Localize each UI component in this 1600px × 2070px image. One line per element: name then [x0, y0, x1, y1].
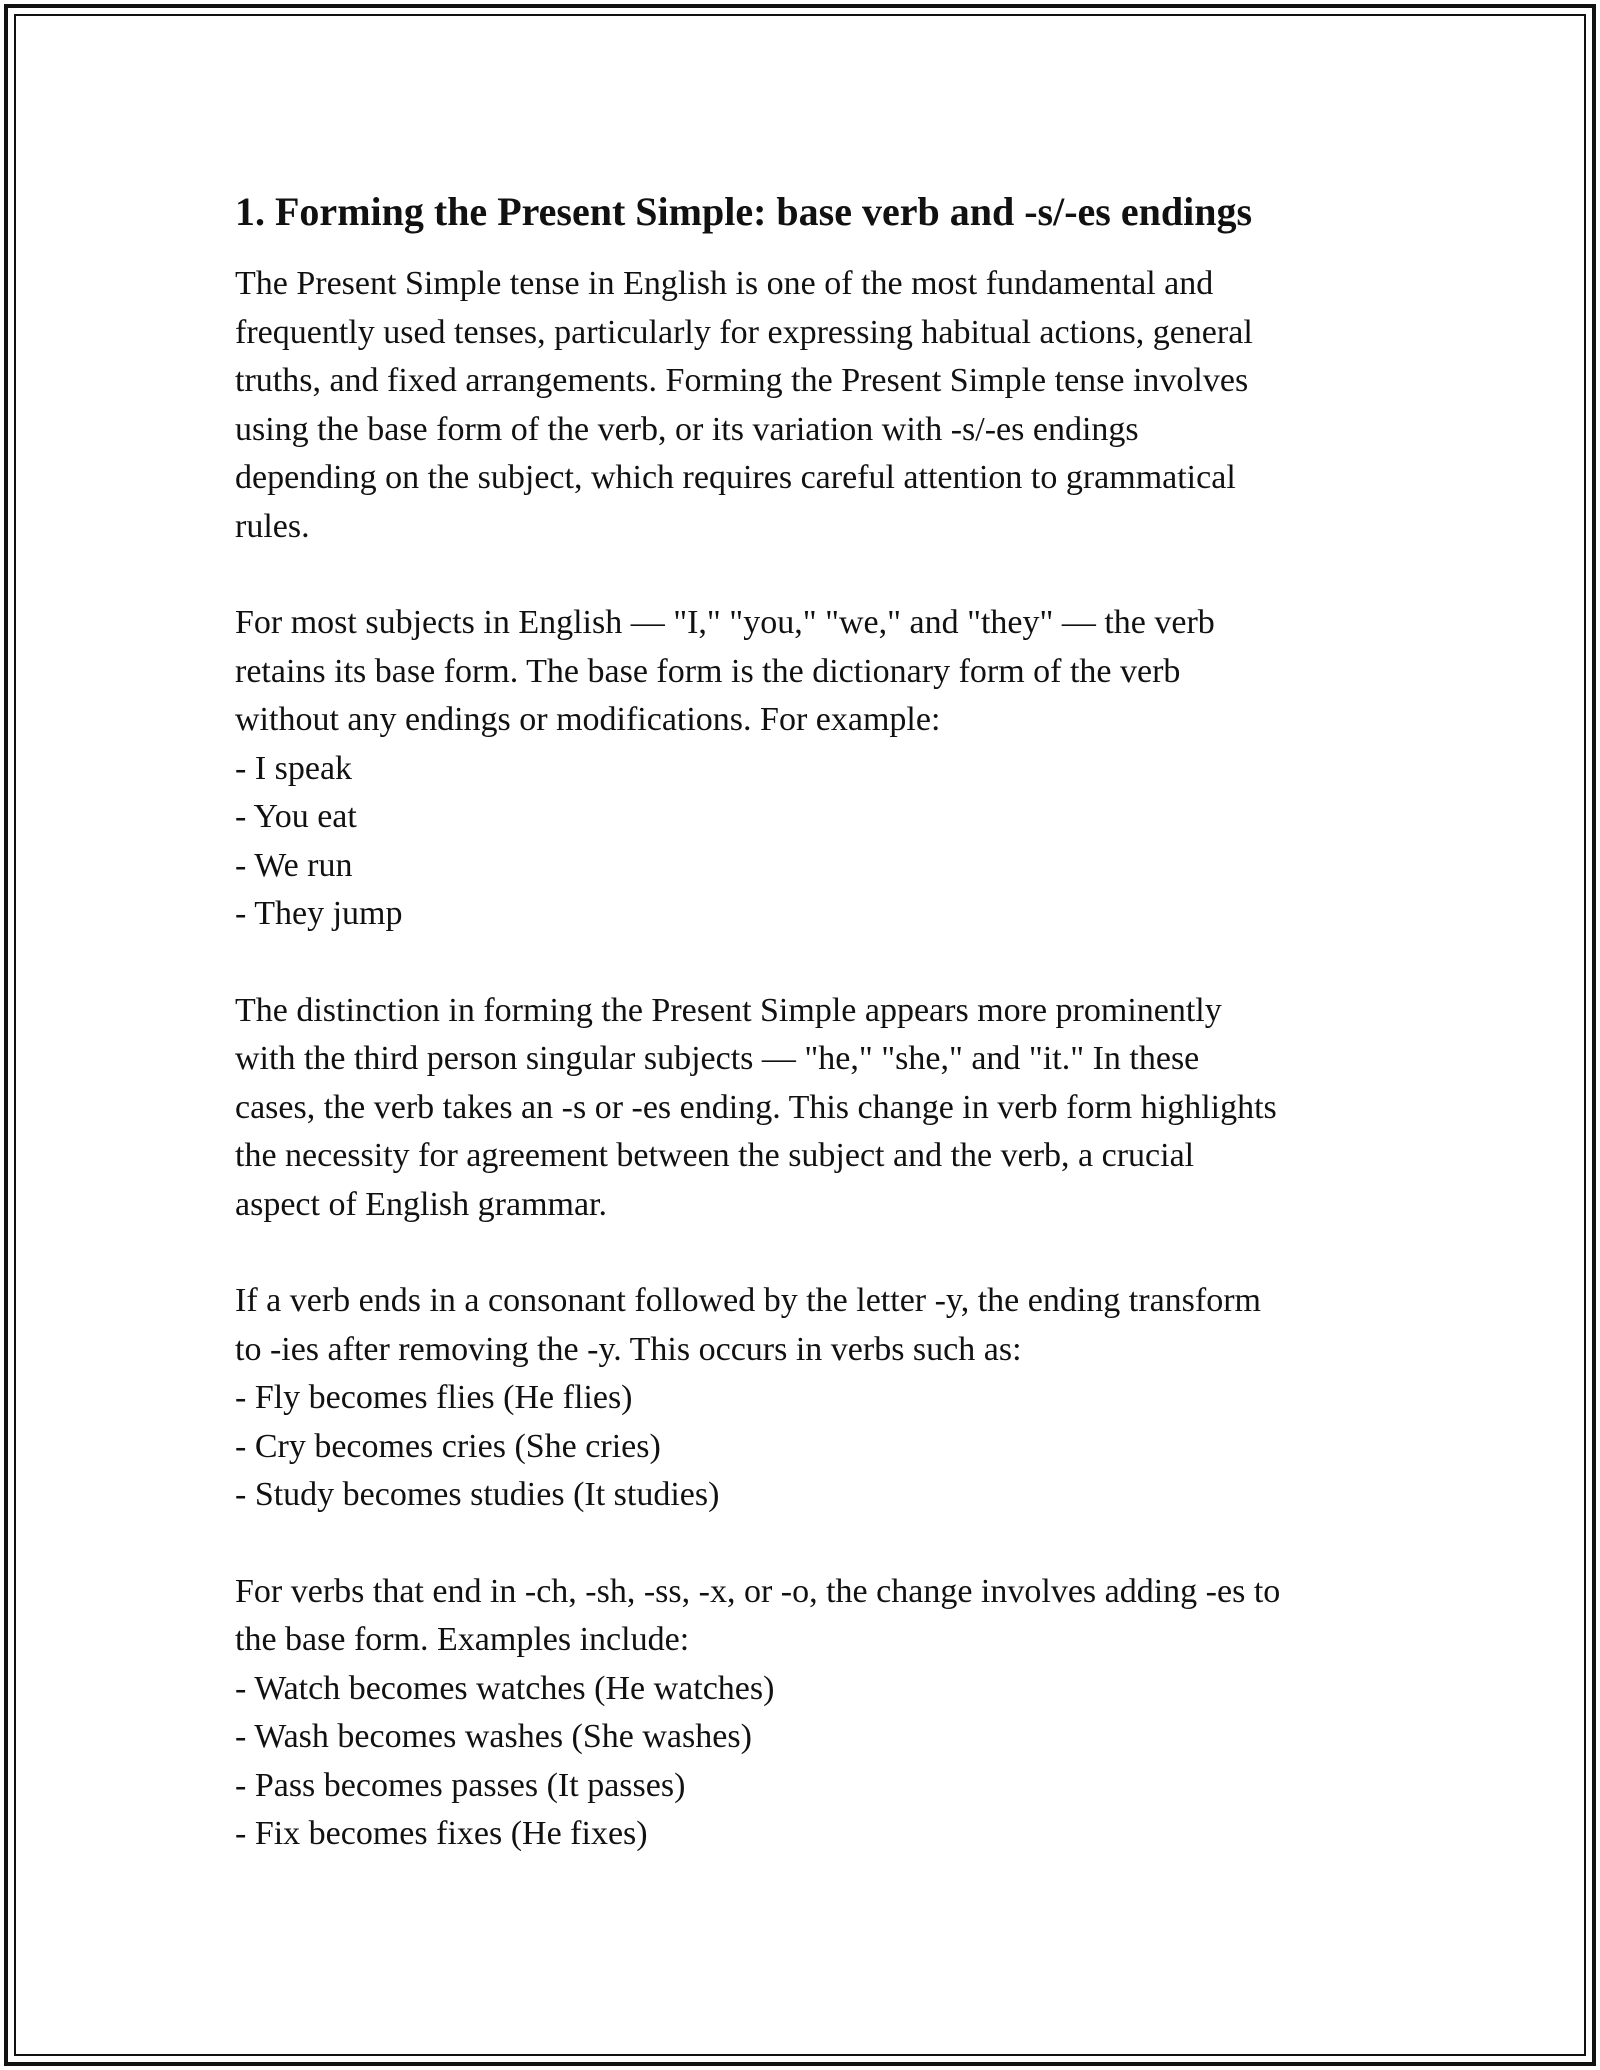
text-line: retains its base form. The base form is the dictionary form of the verb — [235, 652, 1181, 690]
text-line: The Present Simple tense in English is one of the most fundamental and — [235, 265, 1214, 302]
text-line: the necessity for agreement between the subject and the verb, a crucial — [235, 1137, 1195, 1174]
list-item: - You eat — [235, 798, 357, 835]
text-line: For verbs that end in -ch, -sh, -ss, -x, or -o, the change involves adding -es to — [235, 1572, 1281, 1610]
paragraph-y-ending — [235, 1277, 1375, 1520]
text-line: without any endings or modifications. For example: — [235, 701, 941, 738]
text-line: the base form. Examples include: — [235, 1621, 690, 1658]
text-line: aspect of English grammar. — [235, 1185, 608, 1223]
text-line: The distinction in forming the Present Simple appears more prominently — [235, 991, 1222, 1029]
section-heading: 1. Forming the Present Simple: base verb and -s/-es endings — [235, 189, 1253, 234]
paragraph-base-form — [235, 599, 1375, 939]
text-line: rules. — [235, 507, 310, 545]
paragraph-intro — [235, 260, 1375, 551]
list-item: - Cry becomes cries (She cries) — [235, 1427, 661, 1465]
paragraph-es-ending — [235, 1568, 1375, 1859]
text-line: depending on the subject, which requires careful attention to grammatical — [235, 459, 1236, 496]
text-line: cases, the verb takes an -s or -es ending. This change in verb form highlights — [235, 1088, 1277, 1126]
text-line: using the base form of the verb, or its variation with -s/-es endings — [235, 410, 1139, 448]
document-body — [235, 186, 1375, 1907]
paragraph-third-person — [235, 987, 1375, 1230]
list-item: - Fix becomes fixes (He fixes) — [235, 1815, 648, 1852]
list-item: - Pass becomes passes (It passes) — [235, 1766, 686, 1804]
text-line: to -ies after removing the -y. This occurs in verbs such as: — [235, 1330, 1022, 1368]
list-item: - I speak — [235, 749, 353, 787]
list-item: - Fly becomes flies (He flies) — [235, 1379, 633, 1416]
list-item: - They jump — [235, 895, 403, 932]
text-line: with the third person singular subjects — "he," "she," and "it." In these — [235, 1040, 1200, 1077]
list-item: - Wash becomes washes (She washes) — [235, 1718, 752, 1755]
text-line: For most subjects in English — "I," "you," "we," and "they" — the verb — [235, 604, 1215, 641]
text-line: truths, and fixed arrangements. Forming the Present Simple tense involves — [235, 362, 1249, 399]
list-item: - Study becomes studies (It studies) — [235, 1476, 720, 1513]
list-item: - Watch becomes watches (He watches) — [235, 1669, 775, 1707]
text-line: frequently used tenses, particularly for expressing habitual actions, general — [235, 313, 1253, 351]
text-line: If a verb ends in a consonant followed by the letter -y, the ending transform — [235, 1282, 1261, 1319]
list-item: - We run — [235, 846, 353, 884]
